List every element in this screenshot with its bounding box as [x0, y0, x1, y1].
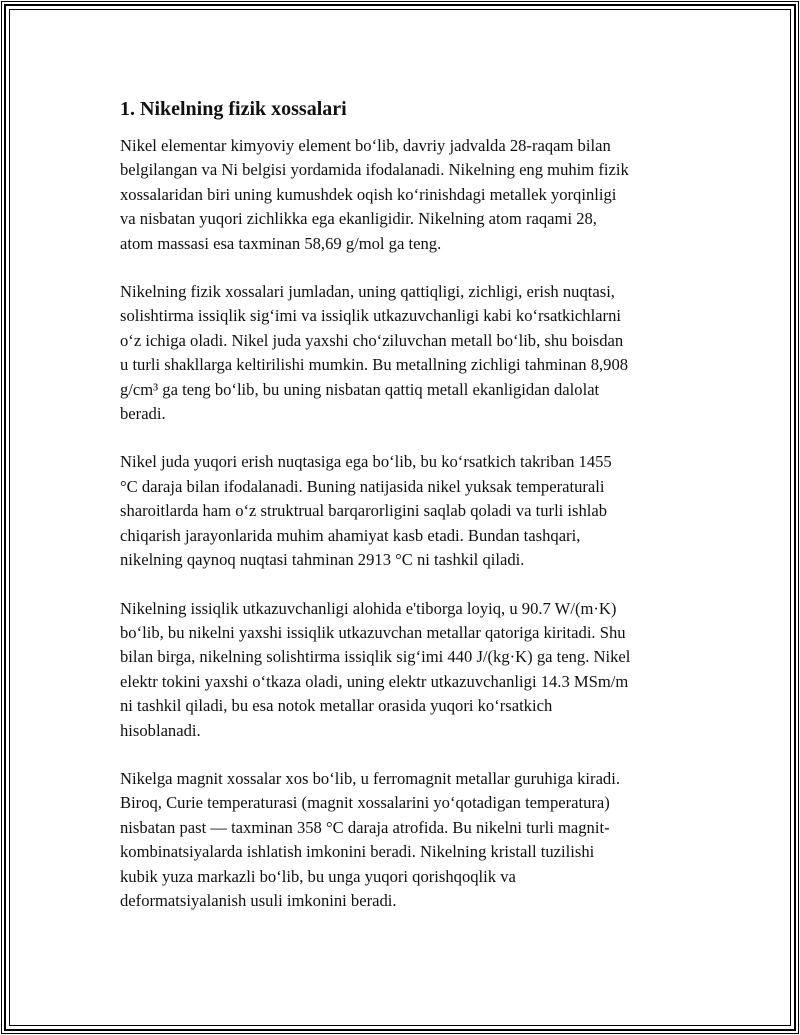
paragraph-line: nikelning qaynoq nuqtasi tahminan 2913 °C ni tashkil qiladi. — [120, 550, 525, 570]
paragraph-line: elektr tokini yaxshi o‘tkaza oladi, uning elektr utkazuvchanligi 14.3 MSm/m — [120, 671, 629, 691]
paragraph-line: Nikel juda yuqori erish nuqtasiga ega bo‘lib, bu ko‘rsatkich takriban 1455 — [120, 452, 612, 472]
paragraph-line: chiqarish jarayonlarida muhim ahamiyat kasb etadi. Bundan tashqari, — [120, 525, 581, 545]
paragraph-line: deformatsiyalanish usuli imkonini beradi. — [120, 890, 397, 910]
paragraph-line: Nikel elementar kimyoviy element bo‘lib, davriy jadvalda 28-raqam bilan — [120, 136, 611, 155]
paragraph-2 — [120, 280, 690, 426]
paragraph-line: kombinatsiyalarda ishlatish imkonini beradi. Nikelning kristall tuzilishi — [120, 842, 595, 862]
document-content — [120, 96, 690, 937]
paragraph-5 — [120, 767, 690, 913]
paragraph-line: kubik yuza markazli bo‘lib, bu unga yuqori qorishqoqlik va — [120, 866, 516, 886]
paragraph-line: beradi. — [120, 404, 166, 424]
paragraph-line: bilan birga, nikelning solishtirma issiqlik sig‘imi 440 J/(kg·K) ga teng. Nikel — [120, 647, 631, 667]
paragraph-line: u turli shakllarga keltirilishi mumkin. Bu metallning zichligi tahminan 8,908 — [120, 355, 629, 375]
paragraph-line: xossalaridan biri uning kumushdek oqish ko‘rinishdagi metallek yorqinligi — [120, 184, 617, 204]
section-heading: 1. Nikelning fizik xossalari — [120, 98, 347, 120]
paragraph-line: Nikelning fizik xossalari jumladan, uning qattiqligi, zichligi, erish nuqtasi, — [120, 282, 615, 302]
paragraph-line: Nikelning issiqlik utkazuvchanligi alohida e'tiborga loyiq, u 90.7 W/(m·K) — [120, 598, 617, 618]
paragraph-line: solishtirma issiqlik sig‘imi va issiqlik utkazuvchanligi kabi ko‘rsatkichlarni — [120, 306, 621, 326]
paragraph-line: °C daraja bilan ifodalanadi. Buning natijasida nikel yuksak temperaturali — [120, 476, 605, 496]
paragraph-line: va nisbatan yuqori zichlikka ega ekanligidir. Nikelning atom raqami 28, — [120, 209, 597, 229]
document-page — [4, 4, 796, 1031]
paragraph-line: o‘z ichiga oladi. Nikel juda yaxshi cho‘ziluvchan metall bo‘lib, shu boisdan — [120, 330, 624, 350]
paragraph-line: Nikelga magnit xossalar xos bo‘lib, u ferromagnit metallar guruhiga kiradi. — [120, 768, 620, 788]
paragraph-line: belgilangan va Ni belgisi yordamida ifodalanadi. Nikelning eng muhim fizik — [120, 160, 629, 180]
paragraph-line: sharoitlarda ham o‘z struktrual barqarorligini saqlab qoladi va turli ishlab — [120, 501, 608, 521]
paragraph-line: nisbatan past — taxminan 358 °C daraja atrofida. Bu nikelni turli magnit- — [120, 817, 610, 837]
paragraph-line: g/cm³ ga teng bo‘lib, bu uning nisbatan qattiq metall ekanligidan dalolat — [120, 379, 600, 399]
paragraph-line: hisoblanadi. — [120, 720, 201, 740]
paragraph-1 — [120, 134, 690, 256]
paragraph-line: Biroq, Curie temperaturasi (magnit xossalarini yo‘qotadigan temperatura) — [120, 793, 610, 813]
paragraph-4 — [120, 597, 690, 743]
paragraph-3 — [120, 450, 690, 572]
paragraph-line: bo‘lib, bu nikelni yaxshi issiqlik utkazuvchan metallar qatoriga kiritadi. Shu — [120, 622, 626, 642]
paragraph-line: ni tashkil qiladi, bu esa notok metallar orasida yuqori ko‘rsatkich — [120, 696, 553, 716]
paragraph-line: atom massasi esa taxminan 58,69 g/mol ga teng. — [120, 233, 442, 253]
